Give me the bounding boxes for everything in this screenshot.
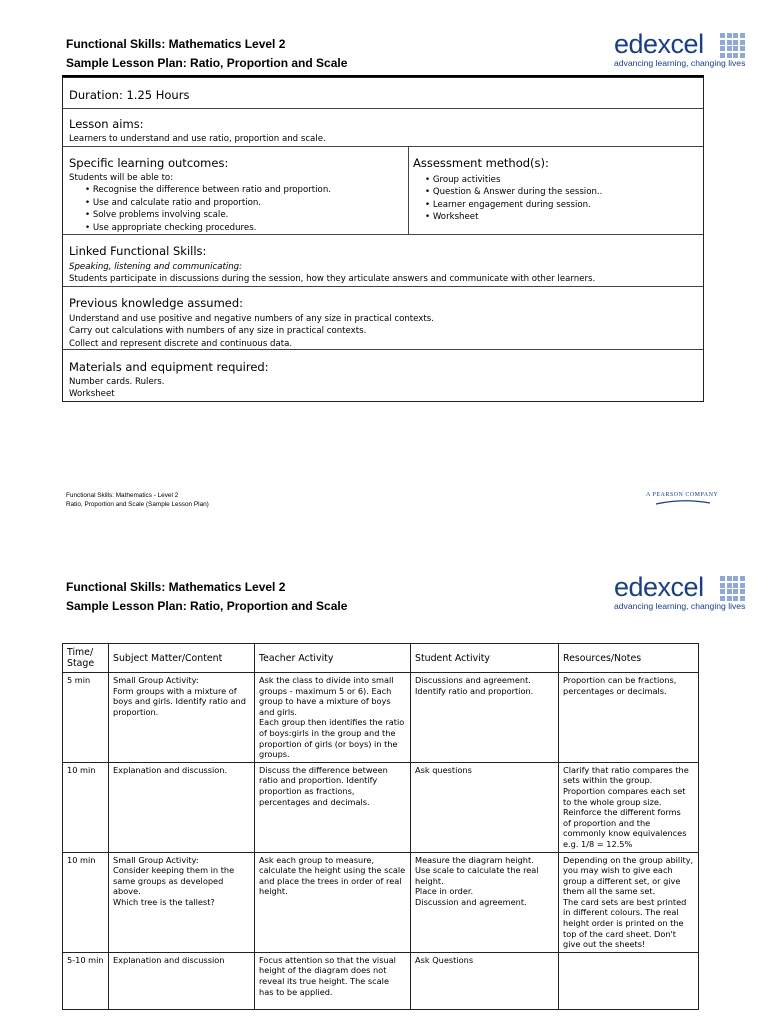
cell-subject xyxy=(109,852,255,952)
outcomes-title: Specific learning outcomes: xyxy=(69,156,229,170)
outcome-item: • Recognise the difference between ratio and proportion. xyxy=(69,184,331,196)
cell-line: Identify ratio and proportion. xyxy=(415,685,534,696)
cell-line: give out the sheets! xyxy=(563,939,646,950)
cell-line: Ask each group to measure, xyxy=(259,854,375,865)
cell-line: you may wish to give each xyxy=(563,865,673,876)
cell-subject xyxy=(109,673,255,763)
logo-tagline: advancing learning, changing lives xyxy=(614,58,746,68)
cell-line: above. xyxy=(113,886,141,897)
cell-line: boys and girls. Identify ratio and xyxy=(113,696,246,707)
cell-line: height. xyxy=(259,886,288,897)
cell-line: 10 min xyxy=(67,764,96,775)
cell-teacher xyxy=(255,852,411,952)
assessment-item: • Learner engagement during session. xyxy=(413,199,602,211)
cell-line: height of the diagram does not xyxy=(259,965,387,976)
cell-line: group a different set, or give xyxy=(563,875,681,886)
cell-line: ratio and proportion. Identify xyxy=(259,775,378,786)
outcomes-intro: Students will be able to: xyxy=(69,173,174,183)
cell-line: Place in order. xyxy=(415,886,474,897)
header-resources: Resources/Notes xyxy=(559,644,699,673)
previous-knowledge-row xyxy=(63,287,703,350)
cell-line: Ask questions xyxy=(415,764,472,775)
cell-line: Explanation and discussion xyxy=(113,954,225,965)
cell-line: Consider keeping them in the xyxy=(113,865,235,876)
cell-line: calculate the height using the scale xyxy=(259,865,406,876)
cell-line: Depending on the group ability, xyxy=(563,854,694,865)
cell-line: Ask the class to divide into small xyxy=(259,675,394,685)
footer-line2: Ratio, Proportion and Scale (Sample Lesson Plan) xyxy=(66,500,209,508)
materials-title: Materials and equipment required: xyxy=(69,360,269,374)
cell-line: height. xyxy=(415,875,444,886)
cell-line: Discuss the difference between xyxy=(259,764,388,775)
cell-line: percentages or decimals. xyxy=(563,685,667,696)
cell-line: Clarify that ratio compares the xyxy=(563,764,689,775)
cell-resources xyxy=(559,673,699,763)
materials-row xyxy=(63,350,703,401)
pearson-text: A PEARSON COMPANY xyxy=(646,492,719,498)
outcomes-list xyxy=(69,172,331,234)
cell-line: Reinforce the different forms xyxy=(563,807,681,818)
cell-time xyxy=(63,952,109,1009)
assessment-list xyxy=(413,174,602,224)
cell-subject xyxy=(109,952,255,1009)
cell-line: Explanation and discussion. xyxy=(113,764,228,775)
cell-subject xyxy=(109,762,255,852)
pearson-logo xyxy=(646,492,718,508)
cell-line: proportion of girls (or boys) in the xyxy=(259,738,398,749)
logo-wordmark: edexcel xyxy=(614,572,704,602)
header-subject: Subject Matter/Content xyxy=(109,644,255,673)
outcome-item: • Solve problems involving scale. xyxy=(69,209,331,221)
cell-line: sets within the group. xyxy=(563,775,653,786)
page-footer xyxy=(66,492,209,509)
lesson-aims-text: Learners to understand and use ratio, proportion and scale. xyxy=(69,134,326,144)
cell-line: of boys:girls in the group and the xyxy=(259,727,396,738)
linked-skills-text: Students participate in discussions during the session, how they articulate answers and communicate with other learners. xyxy=(69,274,596,285)
header-time: Time/ Stage xyxy=(63,644,109,673)
cell-line: in different colours. The real xyxy=(563,907,679,918)
cell-line: proportion as fractions, xyxy=(259,785,355,796)
cell-student xyxy=(411,762,559,852)
duration-row xyxy=(63,78,703,109)
cell-line: Small Group Activity: xyxy=(113,854,199,865)
cell-line: Discussion and agreement. xyxy=(415,896,527,907)
cell-line: e.g. 1/8 = 12.5% xyxy=(563,838,633,849)
cell-line: 5-10 min xyxy=(67,954,104,965)
outcomes-row xyxy=(63,147,703,235)
cell-time xyxy=(63,762,109,852)
cell-teacher xyxy=(255,952,411,1009)
cell-line: 10 min xyxy=(67,854,96,865)
cell-line: them all the same set. xyxy=(563,886,656,897)
cell-teacher xyxy=(255,673,411,763)
materials-line: Number cards. Rulers. xyxy=(69,377,165,387)
cell-line: proportion. xyxy=(113,706,159,717)
header-teacher: Teacher Activity xyxy=(255,644,411,673)
edexcel-logo-page2 xyxy=(614,573,744,613)
duration-text: Duration: 1.25 Hours xyxy=(69,88,190,102)
previous-knowledge-line: Collect and represent discrete and continuous data. xyxy=(69,338,293,349)
linked-skills-body xyxy=(69,261,595,286)
lesson-activity-table xyxy=(62,643,699,1010)
cell-line: Proportion can be fractions, xyxy=(563,675,677,685)
lesson-aims-title: Lesson aims: xyxy=(69,117,144,131)
cell-time xyxy=(63,673,109,763)
cell-line: reveal its true height. The scale xyxy=(259,976,389,987)
cell-line: groups. xyxy=(259,749,290,760)
table-header-row xyxy=(63,644,699,673)
cell-line: group to have a mixture of boys xyxy=(259,696,391,707)
cell-line: Form groups with a mixture of xyxy=(113,685,237,696)
cell-line: Measure the diagram height. xyxy=(415,854,534,865)
page-title-line1: Functional Skills: Mathematics Level 2 xyxy=(66,37,286,51)
cell-line: and place the trees in order of real xyxy=(259,875,402,886)
cell-resources xyxy=(559,852,699,952)
pearson-swoosh-icon xyxy=(646,499,718,507)
cell-line: Use scale to calculate the real xyxy=(415,865,539,876)
table-row xyxy=(63,852,699,952)
cell-line: Small Group Activity: xyxy=(113,675,199,685)
cell-teacher xyxy=(255,762,411,852)
cell-line: of proportion and the xyxy=(563,817,651,828)
cell-line: percentages and decimals. xyxy=(259,796,370,807)
page-title-line2: Sample Lesson Plan: Ratio, Proportion and Scale xyxy=(66,56,348,70)
logo-tagline: advancing learning, changing lives xyxy=(614,601,746,611)
cell-line: height order is printed on the xyxy=(563,918,684,929)
table-row xyxy=(63,762,699,852)
table-row xyxy=(63,952,699,1009)
logo-dots-icon xyxy=(720,33,745,58)
assessment-title: Assessment method(s): xyxy=(413,156,549,170)
cell-line: The card sets are best printed xyxy=(563,896,687,907)
previous-knowledge-line: Understand and use positive and negative numbers of any size in practical contexts. xyxy=(69,314,434,324)
logo-dots-icon xyxy=(720,576,745,601)
cell-time xyxy=(63,852,109,952)
outcome-item: • Use and calculate ratio and proportion. xyxy=(69,197,331,209)
outcome-item: • Use appropriate checking procedures. xyxy=(69,222,331,234)
cell-line: 5 min xyxy=(67,675,91,685)
cell-line: Discussions and agreement. xyxy=(415,675,531,685)
cell-line: Which tree is the tallest? xyxy=(113,896,215,907)
cell-line: commonly know equivalences xyxy=(563,828,687,839)
cell-student xyxy=(411,852,559,952)
linked-skills-subtitle: Speaking, listening and communicating: xyxy=(69,262,243,272)
linked-skills-row xyxy=(63,235,703,287)
cell-student xyxy=(411,673,559,763)
cell-line: to the whole group size. xyxy=(563,796,662,807)
assessment-item: • Worksheet xyxy=(413,211,602,223)
previous-knowledge-line: Carry out calculations with numbers of any size in practical contexts. xyxy=(69,326,367,337)
assessment-item: • Group activities xyxy=(413,174,602,186)
header-student: Student Activity xyxy=(411,644,559,673)
page2-title-line1: Functional Skills: Mathematics Level 2 xyxy=(66,580,286,594)
table-row xyxy=(63,673,699,763)
cell-line: groups - maximum 5 or 6). Each xyxy=(259,685,392,696)
materials-body xyxy=(69,376,164,401)
cell-line: Ask Questions xyxy=(415,954,474,965)
footer-line1: Functional Skills: Mathematics - Level 2 xyxy=(66,492,179,499)
cell-line: has to be applied. xyxy=(259,986,333,997)
cell-line: Proportion compares each set xyxy=(563,785,686,796)
cell-line: and girls. xyxy=(259,706,297,717)
column-divider xyxy=(408,147,409,234)
edexcel-logo xyxy=(614,30,744,70)
linked-skills-title: Linked Functional Skills: xyxy=(69,244,207,258)
assessment-item: • Question & Answer during the session.. xyxy=(413,186,602,198)
cell-line: Focus attention so that the visual xyxy=(259,954,396,965)
materials-line: Worksheet xyxy=(69,389,115,400)
previous-knowledge-title: Previous knowledge assumed: xyxy=(69,296,244,310)
cell-resources xyxy=(559,762,699,852)
page2-title-line2: Sample Lesson Plan: Ratio, Proportion and Scale xyxy=(66,599,348,613)
cell-student xyxy=(411,952,559,1009)
cell-line: top of the card sheet. Don't xyxy=(563,928,677,939)
logo-wordmark: edexcel xyxy=(614,29,704,59)
lesson-plan-box xyxy=(62,77,704,402)
cell-line: same groups as developed xyxy=(113,875,224,886)
lesson-aims-row xyxy=(63,109,703,147)
cell-line: Each group then identifies the ratio xyxy=(259,717,405,728)
previous-knowledge-body xyxy=(69,313,434,350)
cell-resources xyxy=(559,952,699,1009)
